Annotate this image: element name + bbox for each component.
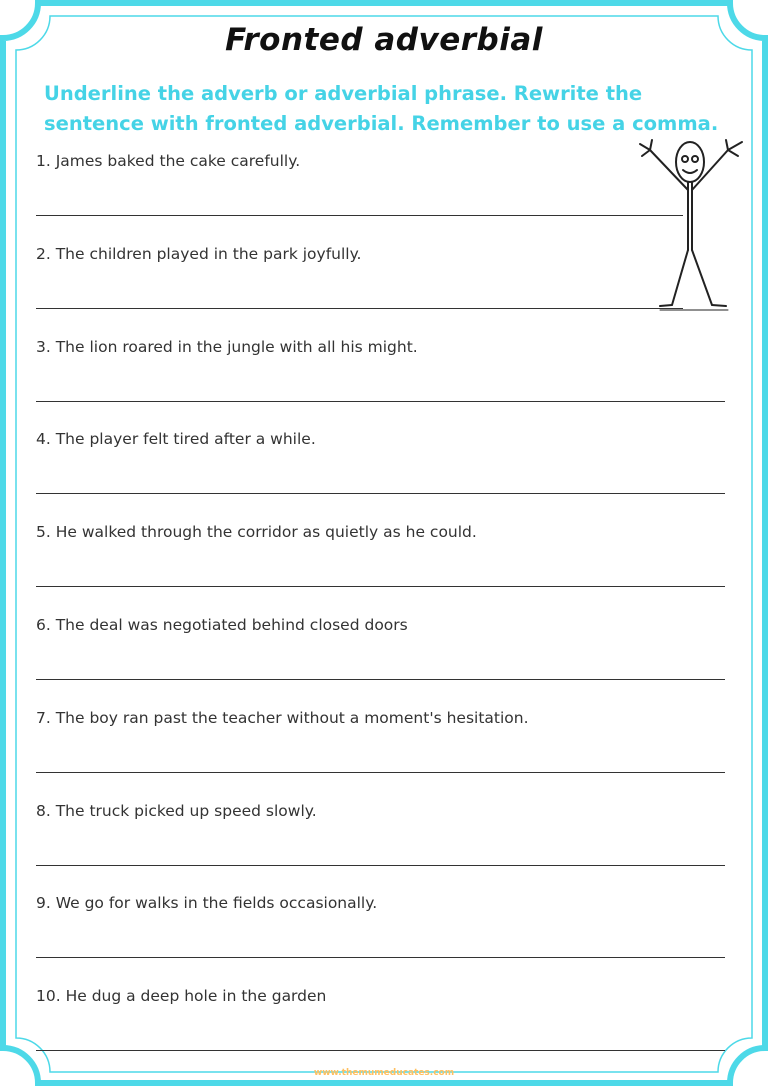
answer-line[interactable] bbox=[36, 957, 725, 958]
answer-line[interactable] bbox=[36, 215, 683, 216]
page-title: Fronted adverbial bbox=[225, 22, 543, 58]
question-text: 3. The lion roared in the jungle with all his might. bbox=[36, 337, 418, 356]
answer-line[interactable] bbox=[36, 679, 725, 680]
footer-website: www.themumeducates.com bbox=[313, 1068, 455, 1078]
answer-line[interactable] bbox=[36, 308, 683, 309]
instructions: Underline the adverb or adverbial phrase. Rewrite the sentence with fronted adverbial. Remember to use a comma. bbox=[44, 82, 719, 135]
question-text: 8. The truck picked up speed slowly. bbox=[36, 801, 317, 820]
question-text: 10. He dug a deep hole in the garden bbox=[36, 987, 327, 1006]
question-text: 5. He walked through the corridor as quietly as he could. bbox=[36, 523, 477, 542]
question-text: 4. The player felt tired after a while. bbox=[36, 430, 316, 449]
answer-line[interactable] bbox=[36, 586, 725, 587]
answer-line[interactable] bbox=[36, 865, 725, 866]
stick-figure-illustration bbox=[630, 130, 750, 315]
answer-line[interactable] bbox=[36, 772, 725, 773]
question-text: 1. James baked the cake carefully. bbox=[36, 152, 301, 170]
question-text: 9. We go for walks in the fields occasionally. bbox=[36, 894, 378, 913]
answer-line[interactable] bbox=[36, 1050, 725, 1051]
question-text: 7. The boy ran past the teacher without a moment's hesitation. bbox=[36, 708, 529, 727]
question-text: 2. The children played in the park joyfully. bbox=[36, 244, 362, 263]
question-text: 6. The deal was negotiated behind closed doors bbox=[36, 616, 408, 634]
answer-line[interactable] bbox=[36, 493, 725, 494]
answer-line[interactable] bbox=[36, 401, 725, 402]
